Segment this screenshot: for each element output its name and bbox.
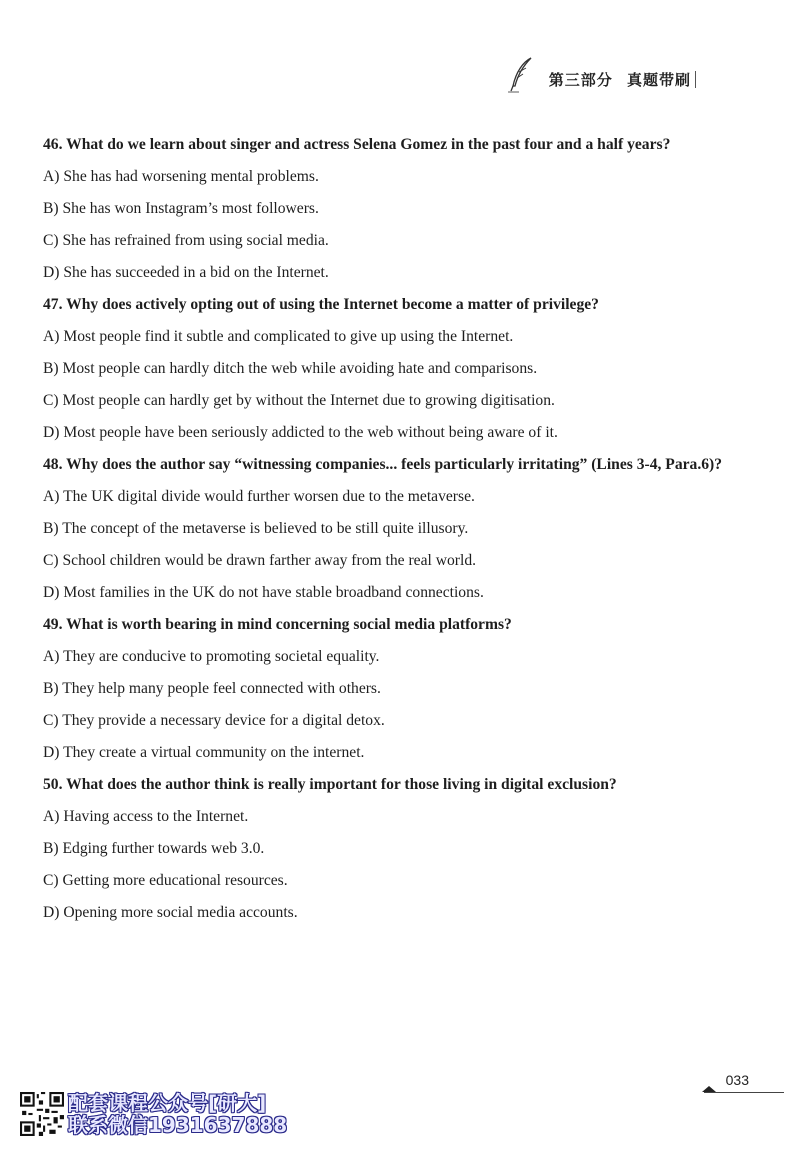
header-divider — [695, 71, 696, 88]
option-d: D) Most people have been seriously addicted to the web without being aware of it. — [43, 424, 558, 441]
option-a: A) She has had worsening mental problems. — [43, 168, 319, 185]
option-b: B) Edging further towards web 3.0. — [43, 840, 265, 857]
page-header — [507, 56, 696, 94]
option-b: B) The concept of the metaverse is believed to be still quite illusory. — [43, 520, 469, 537]
option-d: D) Most families in the UK do not have stable broadband connections. — [43, 584, 484, 601]
question-text: 47. Why does actively opting out of using the Internet become a matter of privilege? — [43, 296, 599, 313]
question-block — [43, 769, 723, 929]
option-b: B) She has won Instagram’s most followers. — [43, 200, 319, 217]
option-b: B) Most people can hardly ditch the web while avoiding hate and comparisons. — [43, 360, 538, 377]
watermark-line: 联系微信1931637888 — [68, 1113, 288, 1137]
section-title: 第三部分 真题带刷 — [548, 70, 691, 89]
option-d: D) Opening more social media accounts. — [43, 904, 298, 921]
question-list — [43, 129, 723, 929]
question-text: 48. Why does the author say “witnessing companies... feels particularly irritating” (Lines 3-4, Para.6)? — [43, 456, 723, 473]
qr-code-icon — [20, 1092, 64, 1136]
option-a: A) They are conducive to promoting societal equality. — [43, 648, 380, 665]
question-text: 49. What is worth bearing in mind concerning social media platforms? — [43, 616, 512, 633]
option-c: C) Getting more educational resources. — [43, 872, 288, 889]
quill-icon — [507, 56, 535, 94]
question-block — [43, 289, 723, 449]
option-a: A) Having access to the Internet. — [43, 808, 249, 825]
footer-rule — [704, 1092, 784, 1093]
option-c: C) School children would be drawn farther away from the real world. — [43, 552, 477, 569]
page-number: 033 — [725, 1072, 749, 1088]
option-b: B) They help many people feel connected with others. — [43, 680, 381, 697]
question-text: 50. What does the author think is really important for those living in digital exclusion? — [43, 776, 617, 793]
option-a: A) Most people find it subtle and complicated to give up using the Internet. — [43, 328, 514, 345]
option-c: C) They provide a necessary device for a digital detox. — [43, 712, 385, 729]
watermark — [68, 1092, 287, 1136]
watermark-line: 配套课程公众号[研大] — [68, 1091, 267, 1115]
option-d: D) They create a virtual community on the internet. — [43, 744, 365, 761]
option-d: D) She has succeeded in a bid on the Internet. — [43, 264, 329, 281]
option-a: A) The UK digital divide would further worsen due to the metaverse. — [43, 488, 475, 505]
question-block — [43, 129, 723, 289]
option-c: C) Most people can hardly get by without the Internet due to growing digitisation. — [43, 392, 555, 409]
option-c: C) She has refrained from using social media. — [43, 232, 329, 249]
question-text: 46. What do we learn about singer and actress Selena Gomez in the past four and a half years? — [43, 136, 671, 153]
question-block — [43, 609, 723, 769]
question-block — [43, 449, 723, 609]
